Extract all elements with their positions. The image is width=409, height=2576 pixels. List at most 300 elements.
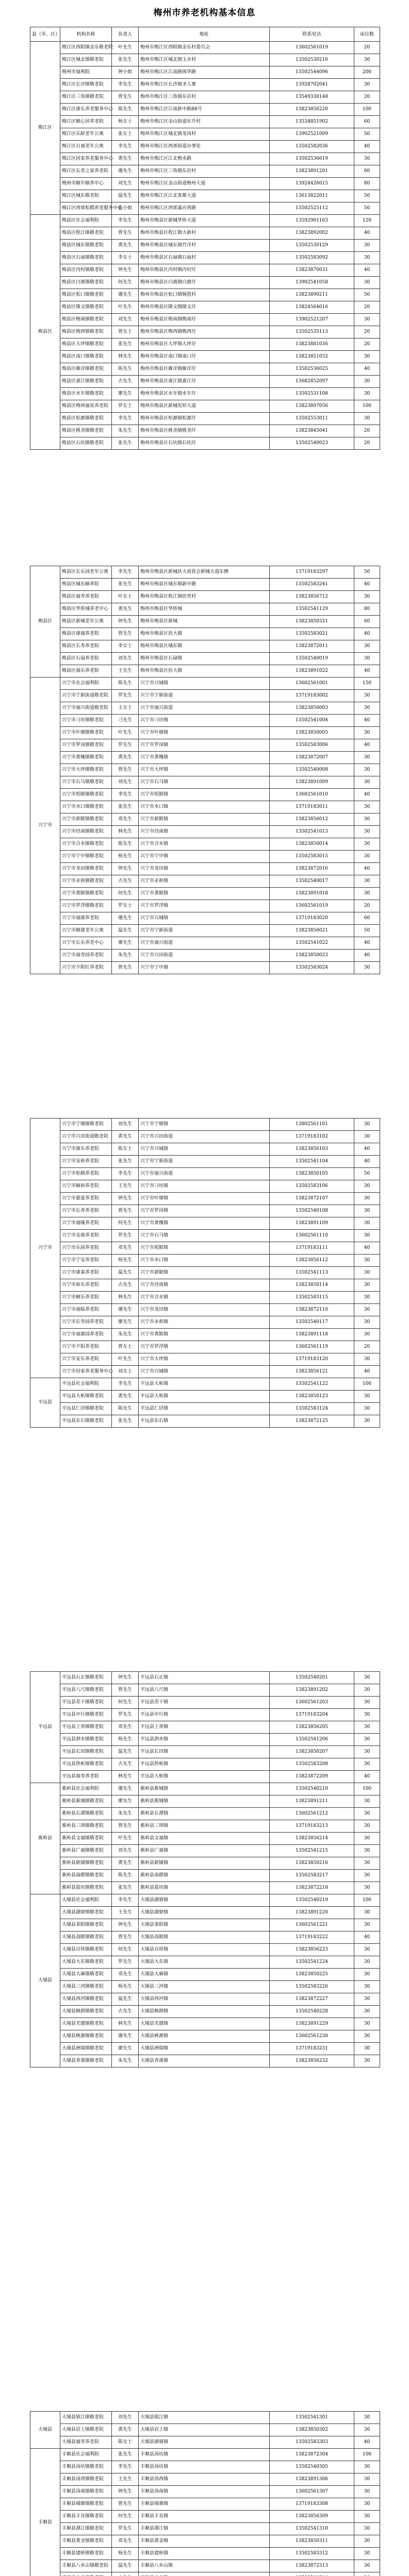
phone-cell: 13823856712: [270, 591, 354, 603]
table-row: [30, 1746, 380, 1758]
beds-cell: 30: [354, 2461, 380, 2473]
phone-cell: 13719183231: [270, 2043, 354, 2055]
phone-cell: 13602561119: [270, 1341, 354, 1353]
manager-cell: 叶先生: [112, 301, 139, 314]
manager-cell: 谢先生: [112, 1304, 139, 1316]
county-cell: 平远县: [30, 1672, 60, 1783]
phone-cell: 13823850311: [270, 2535, 354, 2548]
beds-cell: 40: [354, 628, 380, 640]
table-row: [30, 326, 380, 338]
institution-table: [30, 566, 380, 974]
phone-cell: 13602561019: [270, 42, 354, 54]
manager-cell: 曾女士: [112, 326, 139, 338]
phone-cell: 13502541113: [270, 1267, 354, 1279]
beds-cell: 40: [354, 950, 380, 962]
beds-cell: 50: [354, 289, 380, 301]
institution-table: [30, 1118, 380, 1428]
manager-cell: 曾先生: [112, 2498, 139, 2511]
address-cell: 梅州市梅县区松源镇松源圩: [139, 413, 270, 425]
phone-cell: 13823856223: [270, 1944, 354, 1956]
manager-cell: 钟先生: [112, 1672, 139, 1684]
institution-name-cell: 兴宁市永和镇敬老院: [60, 875, 112, 888]
phone-cell: 13823856003: [270, 702, 354, 715]
manager-cell: 李女士: [112, 640, 139, 653]
institution-name-cell: 丰顺县潭江镇敬老院: [60, 2523, 112, 2535]
beds-cell: 30: [354, 153, 380, 165]
phone-cell: 13602561221: [270, 1919, 354, 1931]
phone-cell: 13502583124: [270, 1403, 354, 1415]
address-cell: 大埔县洲瑞镇: [139, 2043, 270, 2055]
table-row: [30, 165, 380, 178]
beds-cell: 40: [354, 715, 380, 727]
table-row: [30, 1907, 380, 1919]
address-cell: 大埔县高陂镇: [139, 1931, 270, 1944]
address-cell: 兴宁市黄槐镇: [139, 752, 270, 764]
table-row: [30, 1795, 380, 1808]
address-cell: 兴宁市黄陂镇: [139, 888, 270, 900]
phone-cell: 13823891211: [270, 1795, 354, 1808]
address-cell: 大埔县枫朗镇: [139, 2006, 270, 2018]
institution-name-cell: 梅县区福寿养老院: [60, 591, 112, 603]
manager-cell: 朱先生: [112, 1808, 139, 1820]
institution-name-cell: 平远县差干镇敬老院: [60, 1697, 112, 1709]
institution-name-cell: 兴宁市福兴街道敬老院: [60, 702, 112, 715]
beds-cell: 40: [354, 1242, 380, 1255]
table-row: [30, 1870, 380, 1882]
manager-cell: 李先生: [112, 1168, 139, 1180]
beds-cell: 100: [354, 1378, 380, 1391]
phone-cell: 13502531108: [270, 388, 354, 400]
address-cell: 兴宁市黄槐镇: [139, 1217, 270, 1230]
table-row: [30, 591, 380, 603]
phone-cell: 13823851032: [270, 351, 354, 363]
beds-cell: 100: [354, 104, 380, 116]
beds-cell: 50: [354, 190, 380, 202]
manager-cell: 李先生: [112, 566, 139, 579]
address-cell: 梅州市梅县区石坑镇石坑圩: [139, 437, 270, 450]
county-cell: 蕉岭县: [30, 1783, 60, 1894]
address-cell: 梅州市梅江区西阳镇金乐村委员会: [139, 42, 270, 54]
institution-name-cell: 大埔县湖寮镇敬老院: [60, 1907, 112, 1919]
phone-cell: 13502541224: [270, 1956, 354, 1969]
table-row: [30, 1341, 380, 1353]
address-cell: 兴宁市大坪镇: [139, 1353, 270, 1366]
institution-name-cell: 梅江区长沙镇敬老院: [60, 79, 112, 91]
manager-cell: 杨先生: [112, 851, 139, 863]
table-row: [30, 215, 380, 227]
beds-cell: 30: [354, 1316, 380, 1329]
institution-name-cell: 蕉岭县文福镇敬老院: [60, 1833, 112, 1845]
beds-cell: 40: [354, 1366, 380, 1378]
institution-name-cell: 兴宁市安乐养老院: [60, 1353, 112, 1366]
beds-cell: 30: [354, 2486, 380, 2498]
manager-cell: 谢先生: [112, 2030, 139, 2043]
address-cell: 梅州市梅县区松口镇铜琶村: [139, 289, 270, 301]
beds-cell: 30: [354, 1217, 380, 1230]
county-cell: 大埔县: [30, 1894, 60, 2067]
table-row: [30, 814, 380, 826]
institution-name-cell: 平远县上举镇敬老院: [60, 1721, 112, 1734]
phone-cell: 13502540108: [270, 1205, 354, 1217]
table-row: [30, 79, 380, 91]
manager-cell: 何先生: [112, 277, 139, 289]
beds-cell: 20: [354, 42, 380, 54]
beds-cell: 30: [354, 1907, 380, 1919]
institution-name-cell: 梅县区梅西镇敬老院: [60, 326, 112, 338]
phone-cell: 13823850216: [270, 1857, 354, 1870]
institution-table: [30, 1671, 380, 2067]
table-row: [30, 1845, 380, 1857]
beds-cell: 40: [354, 363, 380, 376]
phone-cell: 13502530129: [270, 240, 354, 252]
table-row: [30, 202, 380, 215]
address-cell: 梅州市梅江区城北镇玉水村: [139, 54, 270, 66]
table-row: [30, 838, 380, 851]
county-cell: 丰顺县: [30, 2449, 60, 2576]
institution-name-cell: 梅州市福利院: [60, 66, 112, 79]
beds-cell: 30: [354, 1353, 380, 1366]
phone-cell: 13823872107: [270, 1193, 354, 1205]
table-row: [30, 376, 380, 388]
beds-cell: 30: [354, 2006, 380, 2018]
address-cell: 梅州市梅江区金山街道东升村: [139, 116, 270, 128]
manager-cell: 张先生: [112, 1415, 139, 1428]
table-row: [30, 962, 380, 974]
address-cell: 梅州市梅江区江南新中路88号: [139, 104, 270, 116]
institution-name-cell: 蕉岭县社会福利院: [60, 1783, 112, 1795]
phone-cell: 13682852097: [270, 376, 354, 388]
institution-name-cell: 大埔县三河镇敬老院: [60, 1981, 112, 1993]
manager-cell: 钟先生: [112, 616, 139, 628]
beds-cell: 30: [354, 1746, 380, 1758]
manager-cell: 刘先生: [112, 2412, 139, 2424]
manager-cell: 黄先生: [112, 603, 139, 616]
phone-cell: 13502540023: [270, 437, 354, 450]
column-header: 机构名称: [60, 27, 112, 42]
beds-cell: 30: [354, 690, 380, 702]
table-row: [30, 628, 380, 640]
table-row: [30, 888, 380, 900]
beds-cell: 30: [354, 1118, 380, 1131]
beds-cell: 30: [354, 54, 380, 66]
institution-table: [30, 2411, 380, 2576]
manager-cell: 张小姐: [112, 202, 139, 215]
institution-name-cell: 梅县区长寿养老院: [60, 640, 112, 653]
manager-cell: 谢先生: [112, 289, 139, 301]
table-row: [30, 752, 380, 764]
phone-cell: 13502583106: [270, 1180, 354, 1193]
column-header: 床位数: [354, 27, 380, 42]
address-cell: 梅州市梅县区白渡镇白渡圩: [139, 277, 270, 289]
address-cell: 蕉岭县三圳镇: [139, 1820, 270, 1833]
institution-name-cell: 兴宁市径南镇敬老院: [60, 826, 112, 838]
address-cell: 梅州市梅县区石扇镇: [139, 653, 270, 665]
address-cell: 兴宁市叶塘镇: [139, 1193, 270, 1205]
phone-cell: 13823890211: [270, 289, 354, 301]
table-row: [30, 363, 380, 376]
table-row: [30, 91, 380, 104]
phone-cell: 13823856121: [270, 1366, 354, 1378]
institution-name-cell: 梅县区南口镇敬老院: [60, 351, 112, 363]
manager-cell: 曾先生: [112, 962, 139, 974]
beds-cell: 30: [354, 1697, 380, 1709]
phone-cell: 13824564016: [270, 301, 354, 314]
phone-cell: 13823872313: [270, 2560, 354, 2572]
phone-cell: 13502583241: [270, 579, 354, 591]
manager-cell: 黄先生: [112, 752, 139, 764]
address-cell: 梅州市梅县区石扇镇石扇村: [139, 252, 270, 264]
phone-cell: 13502583226: [270, 1981, 354, 1993]
table-row: [30, 764, 380, 776]
manager-cell: 曾先生: [112, 227, 139, 240]
manager-cell: 钟先生: [112, 863, 139, 875]
manager-cell: 张先生: [112, 338, 139, 351]
phone-cell: 13719183213: [270, 1820, 354, 1833]
phone-cell: 13502541004: [270, 715, 354, 727]
address-cell: 蕉岭县蓝坊镇: [139, 1882, 270, 1894]
phone-cell: 13502536025: [270, 363, 354, 376]
address-cell: 兴宁市兴城镇: [139, 912, 270, 925]
phone-cell: 13719183308: [270, 2498, 354, 2511]
institution-name-cell: 梅江区康乐养老服务中心: [60, 104, 112, 116]
table-row: [30, 1378, 380, 1391]
phone-cell: 13823891109: [270, 1217, 354, 1230]
table-row: [30, 2486, 380, 2498]
phone-cell: 13502540228: [270, 2006, 354, 2018]
institution-name-cell: 梅江区城北镇敬老院: [60, 54, 112, 66]
beds-cell: 30: [354, 2560, 380, 2572]
institution-name-cell: 丰顺县埔寨镇敬老院: [60, 2498, 112, 2511]
institution-name-cell: 梅县区隆文镇敬老院: [60, 301, 112, 314]
phone-cell: 13823872218: [270, 1882, 354, 1894]
table-row: [30, 289, 380, 301]
manager-cell: 王女士: [112, 702, 139, 715]
address-cell: 梅州市梅江区江北梅水路: [139, 153, 270, 165]
table-row: [30, 252, 380, 264]
institution-name-cell: 大埔县大麻镇敬老院: [60, 1969, 112, 1981]
beds-cell: 30: [354, 1279, 380, 1292]
table-row: [30, 1279, 380, 1292]
manager-cell: 朱先生: [112, 1329, 139, 1341]
address-cell: 丰顺县汤南镇: [139, 2486, 270, 2498]
institution-name-cell: 兴宁市福缘养老院: [60, 1217, 112, 1230]
address-cell: 兴宁市龙田镇: [139, 1304, 270, 1316]
institution-name-cell: 兴宁市宁新街道敬老院: [60, 690, 112, 702]
address-cell: 丰顺县建桥镇: [139, 2548, 270, 2560]
address-cell: 蕉岭县南磜镇: [139, 1870, 270, 1882]
institution-table: [30, 27, 380, 450]
phone-cell: 13823891118: [270, 1329, 354, 1341]
table-row: [30, 1969, 380, 1981]
address-cell: 丰顺县汤坑镇: [139, 2461, 270, 2473]
address-cell: 梅州市梅江区金山街道梅州大道: [139, 178, 270, 190]
manager-cell: 黄先生: [112, 1391, 139, 1403]
table-row: [30, 1721, 380, 1734]
manager-cell: 李先生: [112, 79, 139, 91]
beds-cell: 60: [354, 912, 380, 925]
table-row: [30, 2412, 380, 2424]
institution-name-cell: 平远县石正镇敬老院: [60, 1672, 112, 1684]
beds-cell: 120: [354, 215, 380, 227]
address-cell: 平远县大柘镇: [139, 1378, 270, 1391]
beds-cell: 100: [354, 400, 380, 413]
beds-cell: 30: [354, 2523, 380, 2535]
manager-cell: 钟小姐: [112, 66, 139, 79]
institution-name-cell: 梅州市颐年颐养中心: [60, 178, 112, 190]
manager-cell: 朱先生: [112, 950, 139, 962]
phone-cell: 13823872007: [270, 752, 354, 764]
institution-name-cell: 平远县八尺镇敬老院: [60, 1684, 112, 1697]
table-row: [30, 301, 380, 314]
beds-cell: 30: [354, 413, 380, 425]
table-row: [30, 1758, 380, 1771]
institution-name-cell: 梅县区华侨城养老中心: [60, 603, 112, 616]
institution-name-cell: 梅县区梅州福星养老院: [60, 400, 112, 413]
table-row: [30, 801, 380, 814]
county-cell: 兴宁市: [30, 677, 60, 974]
address-cell: 蕉岭县新铺镇: [139, 1857, 270, 1870]
manager-cell: 叶先生: [112, 727, 139, 739]
address-cell: 蕉岭县蕉城镇: [139, 1783, 270, 1795]
phone-cell: 13823870031: [270, 264, 354, 277]
manager-cell: 黄先生: [112, 240, 139, 252]
beds-cell: 30: [354, 1808, 380, 1820]
beds-cell: 30: [354, 1833, 380, 1845]
beds-cell: 30: [354, 1969, 380, 1981]
table-row: [30, 579, 380, 591]
phone-cell: 13823850302: [270, 2424, 354, 2436]
table-section: [30, 27, 380, 450]
manager-cell: 古先生: [112, 1758, 139, 1771]
phone-cell: 13823891018: [270, 888, 354, 900]
beds-cell: 30: [354, 1919, 380, 1931]
phone-cell: 13823850105: [270, 1168, 354, 1180]
address-cell: 平远县长田镇: [139, 1746, 270, 1758]
manager-cell: 何先生: [112, 1944, 139, 1956]
address-cell: 兴宁市石马镇: [139, 1230, 270, 1242]
phone-cell: 13823856012: [270, 814, 354, 826]
manager-cell: 林先生: [112, 1292, 139, 1304]
phone-cell: 13823892002: [270, 227, 354, 240]
manager-cell: 王先生: [112, 2473, 139, 2486]
beds-cell: 30: [354, 376, 380, 388]
table-row: [30, 2560, 380, 2572]
manager-cell: 张先生: [112, 801, 139, 814]
institution-name-cell: 大埔县大东镇敬老院: [60, 1956, 112, 1969]
institution-name-cell: 兴宁市新陂镇敬老院: [60, 814, 112, 826]
manager-cell: 罗先生: [112, 1709, 139, 1721]
county-cell: 大埔县: [30, 2412, 60, 2449]
phone-cell: 13823872304: [270, 2449, 354, 2461]
table-row: [30, 277, 380, 289]
institution-name-cell: 梅江区百福老年公寓: [60, 141, 112, 153]
table-row: [30, 1391, 380, 1403]
phone-cell: 13502541013: [270, 826, 354, 838]
address-cell: 梅州市梅县区大坪镇大坪圩: [139, 338, 270, 351]
beds-cell: 60: [354, 616, 380, 628]
address-cell: 梅州市梅县区新城: [139, 616, 270, 628]
address-cell: 大埔县银江镇: [139, 2412, 270, 2424]
phone-cell: 13802561101: [270, 1118, 354, 1131]
institution-name-cell: 蕉岭县南磜镇敬老院: [60, 1870, 112, 1882]
institution-name-cell: 平远县中行镇敬老院: [60, 1709, 112, 1721]
phone-cell: 13823891220: [270, 1907, 354, 1919]
address-cell: 梅州市梅县区雁洋镇雁洋圩: [139, 363, 270, 376]
institution-name-cell: 兴宁市松鹤养老院: [60, 1168, 112, 1180]
institution-name-cell: 蕉岭县广福镇敬老院: [60, 1845, 112, 1857]
beds-cell: 200: [354, 66, 380, 79]
phone-cell: [270, 2572, 354, 2576]
phone-cell: 13502540008: [270, 764, 354, 776]
institution-name-cell: 平远县泗水镇敬老院: [60, 1734, 112, 1746]
beds-cell: 50: [354, 128, 380, 141]
address-cell: 梅州市梅江区三角镇东岩村: [139, 165, 270, 178]
table-row: [30, 2018, 380, 2030]
phone-cell: 13823856021: [270, 925, 354, 937]
beds-cell: 30: [354, 1993, 380, 2006]
beds-cell: 80: [354, 603, 380, 616]
institution-name-cell: 梅江区城东敬老院: [60, 190, 112, 202]
address-cell: 兴宁市福兴街道: [139, 702, 270, 715]
beds-cell: 30: [354, 653, 380, 665]
table-row: [30, 1230, 380, 1242]
table-row: [30, 116, 380, 128]
manager-cell: 何先生: [112, 1697, 139, 1709]
institution-name-cell: 兴宁市和乐养老院: [60, 1279, 112, 1292]
address-cell: 梅州市梅县区丙村镇丙村圩: [139, 264, 270, 277]
beds-cell: 30: [354, 2424, 380, 2436]
beds-cell: 40: [354, 1931, 380, 1944]
manager-cell: 李女士: [112, 252, 139, 264]
table-row: [30, 690, 380, 702]
manager-cell: 邓先生: [112, 814, 139, 826]
phone-cell: 13502583312: [270, 2548, 354, 2560]
phone-cell: 13502583217: [270, 1870, 354, 1882]
address-cell: 兴宁市叶塘镇: [139, 727, 270, 739]
manager-cell: 温先生: [112, 1267, 139, 1279]
table-row: [30, 1857, 380, 1870]
manager-cell: 黄先生: [112, 2424, 139, 2436]
table-row: [30, 66, 380, 79]
table-section: [30, 1118, 380, 1428]
manager-cell: 何先生: [112, 1217, 139, 1230]
institution-name-cell: 兴宁市水口镇敬老院: [60, 801, 112, 814]
beds-cell: 30: [354, 826, 380, 838]
table-row: [30, 900, 380, 912]
institution-name-cell: 平远县长田镇敬老院: [60, 1746, 112, 1758]
manager-cell: 罗先生: [112, 690, 139, 702]
address-cell: 兴宁市大坪镇: [139, 764, 270, 776]
manager-cell: 刘先生: [112, 1118, 139, 1131]
beds-cell: 30: [354, 1944, 380, 1956]
address-cell: 兴宁市坭陂镇: [139, 789, 270, 801]
institution-name-cell: 大埔县洲瑞镇敬老院: [60, 2043, 112, 2055]
institution-name-cell: 兴宁市宁塘镇敬老院: [60, 1118, 112, 1131]
phone-cell: 13823856220: [270, 104, 354, 116]
address-cell: 兴宁市罗浮镇: [139, 900, 270, 912]
table-row: [30, 190, 380, 202]
address-cell: 梅州市梅县区程江镇大新村: [139, 227, 270, 240]
address-cell: 梅州市梅江区城北镇龙岗村: [139, 128, 270, 141]
institution-name-cell: 梅县区城东颐养院: [60, 579, 112, 591]
manager-cell: 李先生: [112, 215, 139, 227]
address-cell: 兴宁市新陂镇: [139, 1267, 270, 1279]
phone-cell: 13502544096: [270, 66, 354, 79]
phone-cell: 13502541122: [270, 1378, 354, 1391]
table-row: [30, 950, 380, 962]
manager-cell: 王先生: [112, 665, 139, 677]
phone-cell: 13823891202: [270, 1684, 354, 1697]
